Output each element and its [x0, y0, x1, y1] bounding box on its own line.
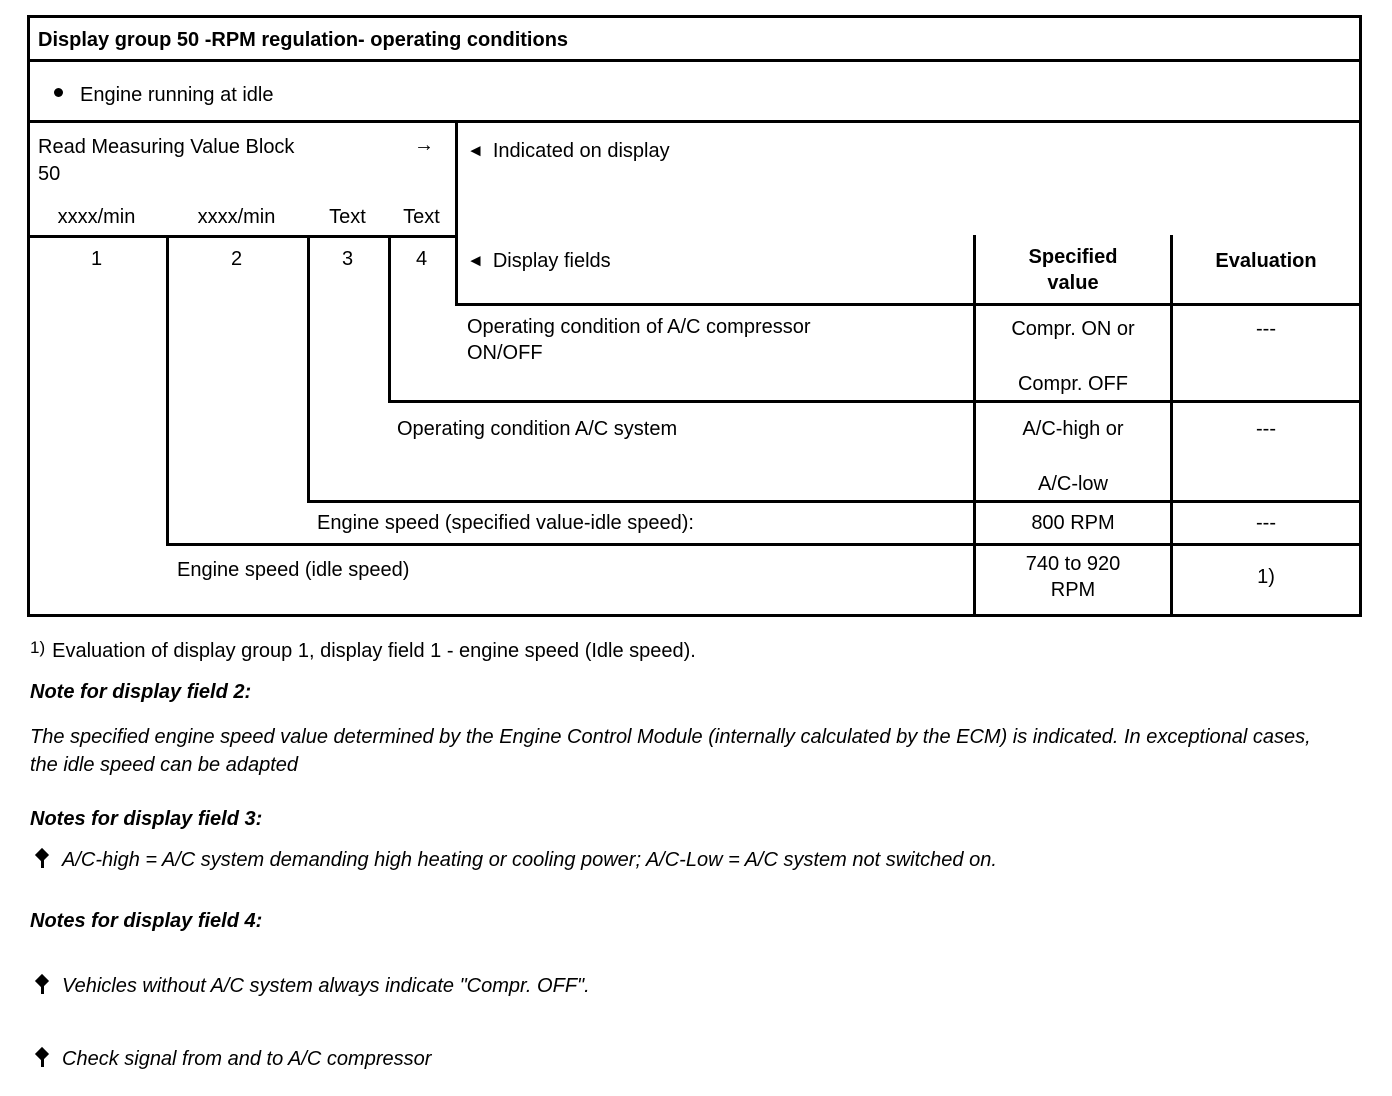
- display-field-number-4: 4: [415, 248, 428, 270]
- condition-bullet-icon: [54, 88, 63, 97]
- note-heading-field-3: Notes for display field 3:: [30, 808, 263, 830]
- display-fields-label: [467, 248, 611, 274]
- condition-text: Engine running at idle: [80, 84, 274, 106]
- specified-value-header: [976, 244, 1170, 296]
- table-border-line: [455, 303, 1362, 306]
- table-border-line: [27, 15, 1362, 18]
- table-border-line: [27, 120, 1362, 123]
- specified-value-line: 740 to 920: [1025, 553, 1121, 575]
- note-bullet-field-4a: Vehicles without A/C system always indicate "Compr. OFF".: [62, 975, 590, 997]
- table-border-line: [455, 120, 458, 306]
- specified-value-line: A/C-low: [1037, 473, 1108, 495]
- specified-value-line: A/C-high or: [1022, 418, 1124, 440]
- specified-value-line: Compr. ON or: [1011, 318, 1135, 340]
- display-field-number-2: 2: [230, 248, 243, 270]
- indicated-on-display-label: [467, 138, 670, 164]
- read-measuring-block-line2: 50: [38, 163, 61, 185]
- display-field-number-1: 1: [90, 248, 103, 270]
- evaluation-value: 1): [1257, 566, 1275, 588]
- row-description-field2: Engine speed (specified value-idle speed):: [317, 512, 694, 534]
- evaluation-value: ---: [1256, 512, 1276, 534]
- diamond-bullet-icon: [36, 849, 49, 869]
- unit-label-2: xxxx/min: [197, 206, 276, 228]
- specified-value-line: RPM: [1050, 579, 1096, 601]
- table-border-line: [307, 235, 310, 503]
- unit-label-4: Text: [403, 206, 440, 228]
- display-field-number-3: 3: [341, 248, 354, 270]
- table-border-line: [166, 543, 1362, 546]
- table-border-line: [388, 400, 1362, 403]
- table-border-line: [27, 614, 1362, 617]
- diamond-bullet-icon: [36, 975, 49, 995]
- left-pointer-icon: ◄: [467, 251, 484, 270]
- table-title: Display group 50 -RPM regulation- operating conditions: [38, 29, 569, 51]
- note-bullet-field-3: A/C-high = A/C system demanding high heating or cooling power; A/C-Low = A/C system not switched on.: [62, 849, 997, 871]
- table-border-line: [27, 59, 1362, 62]
- table-border-line: [1359, 15, 1362, 617]
- specified-value-line: Compr. OFF: [1017, 373, 1128, 395]
- table-border-line: [166, 235, 169, 546]
- specified-value-header-text: Specified value: [1028, 246, 1118, 294]
- diamond-bullet-icon: [36, 1048, 49, 1068]
- footnote-1-text: Evaluation of display group 1, display field 1 - engine speed (Idle speed).: [52, 640, 696, 662]
- note-heading-field-2: Note for display field 2:: [30, 681, 252, 703]
- note-bullet-field-4b: Check signal from and to A/C compressor: [62, 1048, 432, 1070]
- evaluation-header: Evaluation: [1215, 250, 1317, 272]
- table-border-line: [307, 500, 1362, 503]
- unit-label-3: Text: [329, 206, 366, 228]
- row-description-field4: Operating condition of A/C compressor ON/OFF: [467, 316, 811, 364]
- indicated-on-display-text: Indicated on display: [492, 140, 670, 162]
- unit-label-1: xxxx/min: [57, 206, 136, 228]
- footnote-marker: 1): [30, 638, 46, 657]
- evaluation-value: ---: [1256, 418, 1276, 440]
- row-description-field1: Engine speed (idle speed): [177, 559, 410, 581]
- footnote-1: [30, 638, 1360, 664]
- row-description-field3: Operating condition A/C system: [397, 418, 678, 440]
- read-measuring-block-line1: Read Measuring Value Block: [38, 136, 295, 158]
- note-body-field-2: The specified engine speed value determined by the Engine Control Module (internally calculated by the ECM) is indicated. In exceptional cases, the idle speed can be adapted: [30, 726, 1311, 776]
- right-arrow-icon: →: [414, 134, 434, 156]
- table-border-line: [27, 235, 458, 238]
- evaluation-value: ---: [1256, 318, 1276, 340]
- note-heading-field-4: Notes for display field 4:: [30, 910, 263, 932]
- display-fields-text: Display fields: [492, 250, 611, 272]
- specified-value-line: 800 RPM: [1031, 512, 1115, 534]
- left-pointer-icon: ◄: [467, 141, 484, 160]
- table-border-line: [27, 15, 30, 617]
